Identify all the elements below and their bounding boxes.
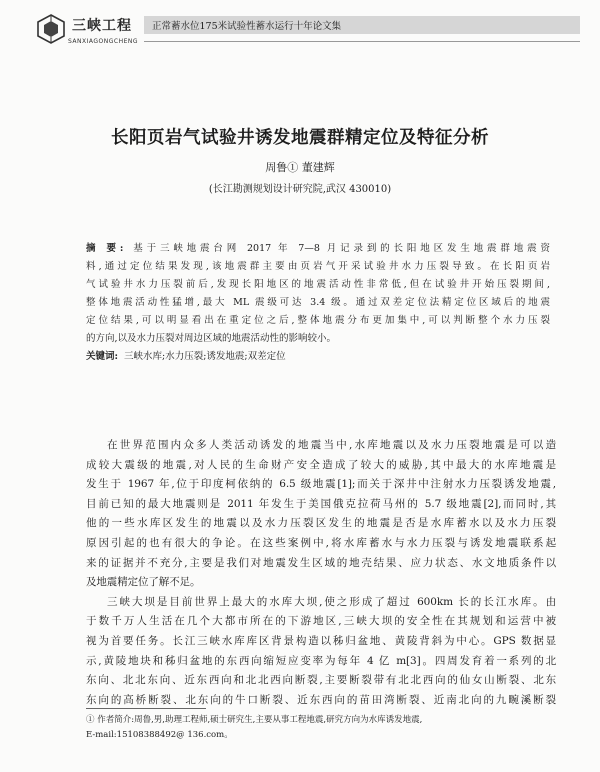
keywords-value: 三峡水库;水力压裂;诱发地震;双差定位 <box>124 351 286 362</box>
body-line: 来的证据并不充分,主要是我们对地震发生区域的地壳结果、应力状态、水文地质条件以 <box>86 556 556 569</box>
paper-authors: 周鲁① 董建辉 <box>265 161 335 174</box>
body-text <box>86 436 556 710</box>
header-rule <box>144 41 580 42</box>
footnote-line: ① 作者简介:周鲁,男,助理工程师,硕士研究生,主要从事工程地震,研究方向为水库诱发地震, <box>86 715 423 725</box>
body-line: 示,黄陵地块和秭归盆地的东西向缩短应变率为每年 4 亿 m[3]。四周发育着一系列的北 <box>86 654 556 667</box>
abstract-line: 的方向,以及水力压裂对周边区域的地震活动性的影响较小。 <box>86 333 337 344</box>
body-line: 成较大震级的地震,对人民的生命财产安全造成了较大的威胁,其中最大的水库地震是 <box>86 458 556 471</box>
body-line: 及地震精定位了解不足。 <box>86 576 201 589</box>
body-line: 在世界范围内众多人类活动诱发的地震当中,水库地震以及水力压裂地震是可以造 <box>107 439 556 451</box>
body-line: 原因引起的也有很大的争论。在这些案例中,将水库蓄水与水力压裂与诱发地震联系起 <box>86 536 556 549</box>
abstract <box>86 240 550 366</box>
body-line: 三峡大坝是目前世界上最大的水库大坝,使之形成了超过 600km 长的长江水库。由 <box>107 595 556 608</box>
body-line: 目前已知的最大地震则是 2011 年发生于美国俄克拉荷马州的 5.7 级地震[2],而同时,其 <box>86 497 556 510</box>
body-line: 发生于 1967 年,位于印度柯依纳的 6.5 级地震[1];而关于深井中注射水力压裂诱发地震, <box>86 478 556 491</box>
body-line: 东向的高桥断裂、北东向的牛口断裂、近东西向的苗田湾断裂、近南北向的九畹溪断裂 <box>86 693 556 706</box>
footnote-rule <box>86 708 206 709</box>
abstract-line: 定位结果,可以明显看出在重定位之后,整体地震分布更加集中,可以判断整个水力压裂 <box>86 315 550 326</box>
footnote <box>86 713 556 743</box>
brand-name: 三峡工程 <box>72 18 132 34</box>
abstract-label: 摘 要: <box>86 243 124 254</box>
keywords-label: 关键词: <box>86 351 119 362</box>
body-line: 视为首要任务。长江三峡水库库区背景构造以秭归盆地、黄陵背斜为中心。GPS 数据显 <box>86 634 556 647</box>
body-line: 东向、北北东向、近东西向和北北西向断裂,主要断裂带有北北西向的仙女山断裂、北东 <box>86 674 556 687</box>
paper-title: 长阳页岩气试验井诱发地震群精定位及特征分析 <box>111 128 489 148</box>
keywords <box>86 348 550 366</box>
abstract-line: 摘 要: 基于三峡地震台网 2017 年 7—8 月记录到的长阳地区发生地震群地震资 <box>86 243 550 254</box>
body-line: 他的一些水库区发生的地震以及水力压裂区发生的地震是否是水库蓄水以及水力压裂 <box>86 517 556 530</box>
journal-title: 正常蓄水位175米试验性蓄水运行十年论文集 <box>152 21 342 32</box>
sanxia-logo-icon <box>36 14 66 44</box>
abstract-line: 气试验井水力压裂前后,发现长阳地区的地震活动性非常低,但在试验井开始压裂期间, <box>86 279 550 290</box>
paper-affiliation: (长江勘测规划设计研究院,武汉 430010) <box>208 184 392 195</box>
body-line: 于数千万人生活在几个大都市所在的下游地区,三峡大坝的安全性在其规划和运营中被 <box>86 615 556 628</box>
abstract-line: 料,通过定位结果发现,该地震群主要由页岩气开采试验井水力压裂导致。在长阳页岩 <box>86 261 550 272</box>
brand-subtitle: SANXIAGONGCHENG <box>68 38 139 45</box>
abstract-line: 整体地震活动性猛增,最大 ML 震级可达 3.4 级。通过双差定位法精定位区域后的地震 <box>86 297 550 308</box>
page-header <box>24 10 580 54</box>
footnote-line: E-mail:15108388492@ 136.com。 <box>86 730 233 740</box>
